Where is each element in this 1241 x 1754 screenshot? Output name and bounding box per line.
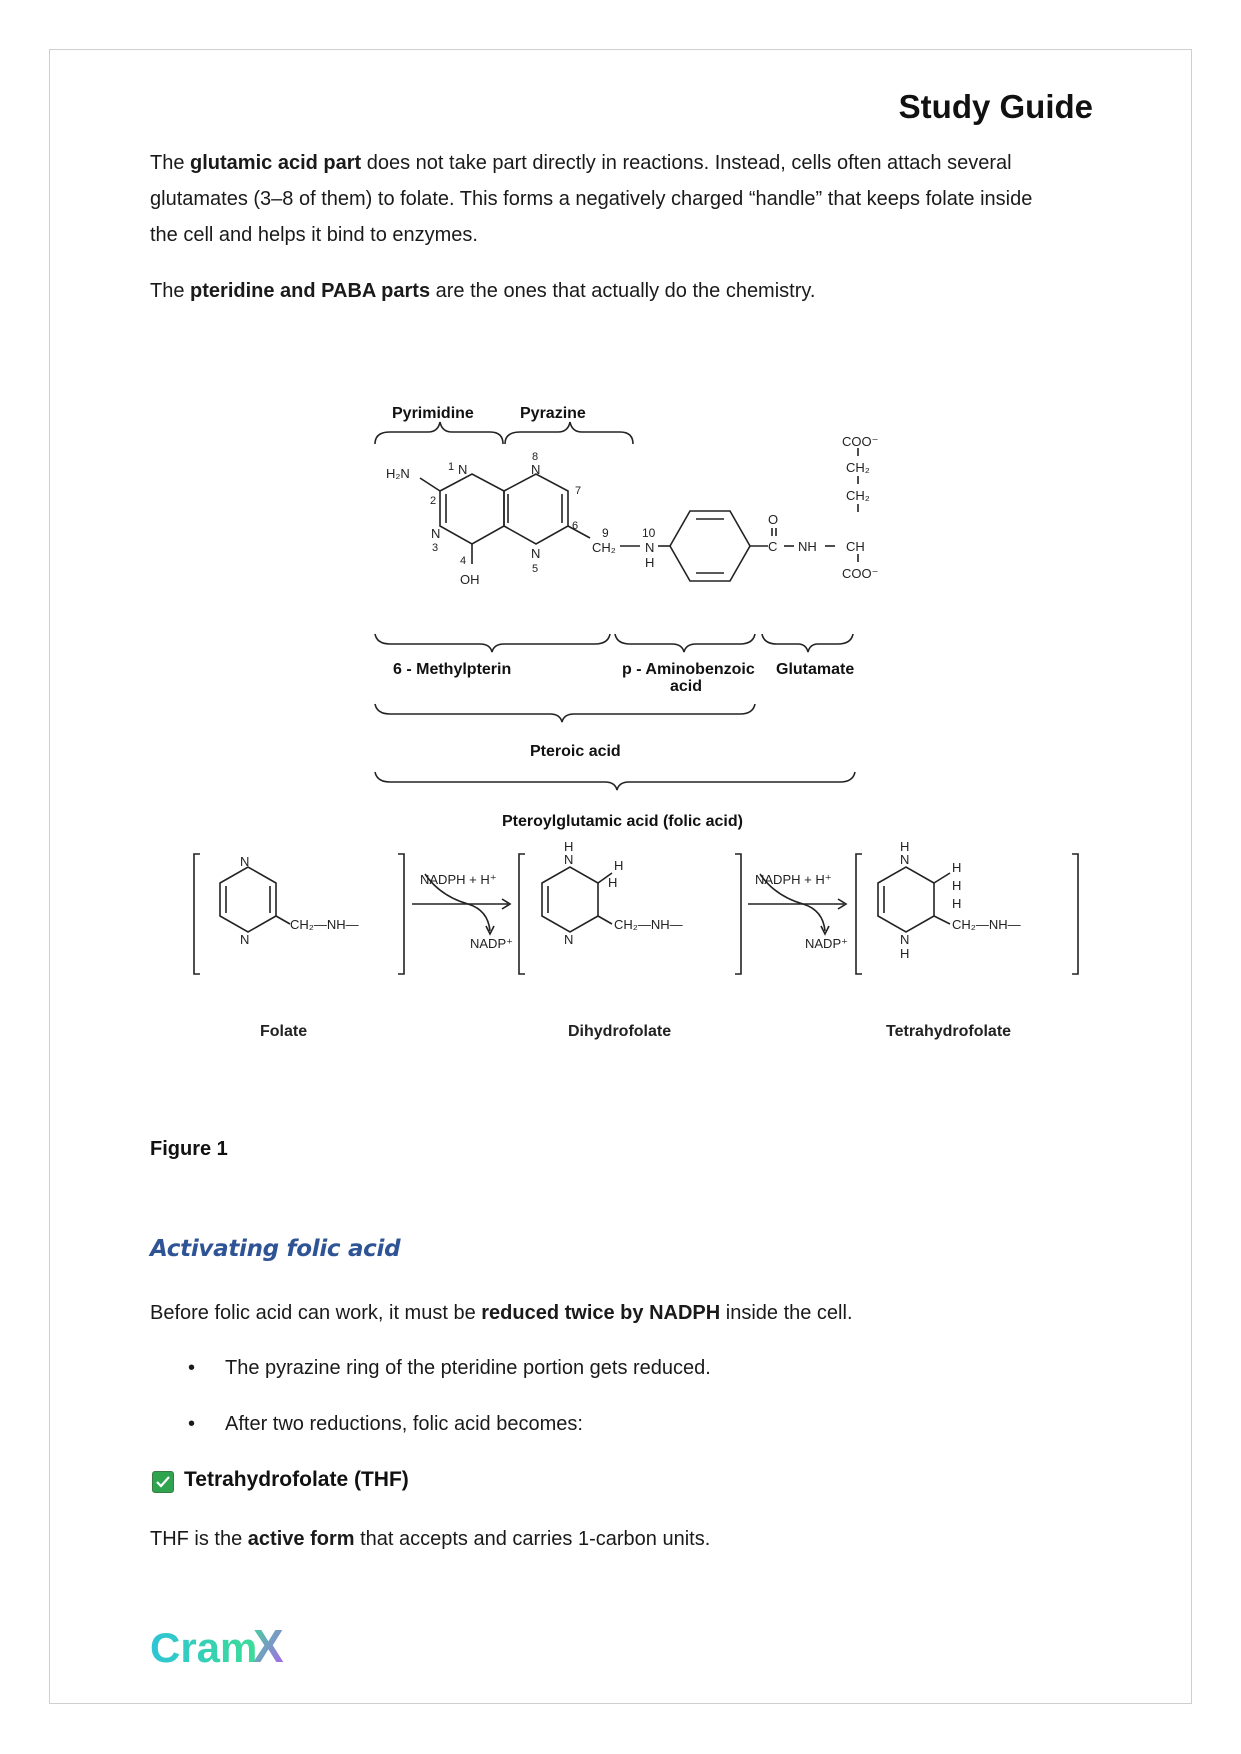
paba-brace (615, 634, 755, 652)
n5-label: N (531, 546, 541, 561)
methylpterin-brace (375, 634, 610, 652)
dhf-n-bottom: N (564, 932, 574, 947)
pos6-label: 6 (572, 520, 579, 532)
folic-acid-figure (190, 386, 1080, 1106)
pos5-label: 5 (532, 563, 539, 575)
bold-text: pteridine and PABA parts (190, 280, 431, 302)
bold-text: glutamic acid part (190, 152, 362, 174)
dihydrofolate-label: Dihydrofolate (568, 1023, 672, 1040)
nadph-1-label: NADPH + H⁺ (420, 872, 497, 887)
thf-heading: Tetrahydrofolate (THF) (184, 1468, 409, 1491)
dhf-h-a: H (614, 858, 624, 873)
ch2-a-label: CH₂ (846, 460, 870, 475)
dhf-n-top: N (564, 852, 574, 867)
figure-caption: Figure 1 (150, 1138, 228, 1160)
carbonyl-c-label: C (768, 539, 778, 554)
bullet-item: The pyrazine ring of the pteridine portion gets reduced. (225, 1357, 711, 1379)
dihydrofolate-ring (542, 867, 598, 932)
text: The (150, 152, 191, 174)
pos2-label: 2 (430, 495, 437, 507)
dhf-h-b: H (608, 875, 618, 890)
coo-top-label: COO⁻ (842, 434, 879, 449)
pyrimidine-ring (440, 474, 504, 544)
pos4-label: 4 (460, 555, 467, 567)
dhf-h-top: H (564, 839, 574, 854)
carbonyl-o-label: O (768, 512, 779, 527)
section-heading: Activating folic acid (150, 1236, 401, 1262)
text: Before folic acid can work, it must be (150, 1302, 482, 1324)
thf-n-bottom: N (900, 932, 910, 947)
amine-h-label: H (645, 555, 655, 570)
tetrahydrofolate-label: Tetrahydrofolate (886, 1023, 1012, 1040)
paba-label-line2: acid (670, 678, 703, 695)
thf-h-bottom: H (900, 946, 910, 961)
pos10-label: 10 (642, 526, 656, 540)
pyrimidine-brace (375, 422, 503, 444)
text: The (150, 280, 191, 302)
pteroylglutamic-brace (375, 772, 855, 790)
pteroic-label: Pteroic acid (530, 743, 621, 760)
text: are the ones that actually do the chemistry. (430, 280, 816, 302)
coo-bottom-label: COO⁻ (842, 566, 879, 581)
amide-nh-label: NH (798, 539, 817, 554)
nadp-1-label: NADP⁺ (470, 936, 513, 951)
nadph-2-label: NADPH + H⁺ (755, 872, 832, 887)
thf-h-top: H (900, 839, 910, 854)
folate-label: Folate (260, 1023, 308, 1040)
glutamate-label: Glutamate (776, 661, 855, 678)
thf-n-top: N (900, 852, 910, 867)
text: THF is the (150, 1528, 248, 1550)
ch2-label: CH₂ (592, 540, 616, 555)
pyrimidine-label: Pyrimidine (392, 405, 474, 422)
bold-text: reduced twice by NADPH (481, 1302, 721, 1324)
h2n-label: H₂N (386, 466, 410, 481)
text: glutamates (3–8 of them) to folate. This forms a negatively charged “handle” that keeps folate inside (150, 188, 1033, 210)
n8-label: N (531, 462, 541, 477)
thf-tail: CH₂—NH— (952, 917, 1021, 932)
pos8-label: 8 (532, 451, 539, 463)
tetrahydrofolate-ring (878, 867, 934, 932)
activation-paragraph (150, 1295, 1090, 1331)
checkmark-icon (152, 1471, 174, 1493)
pos3-label: 3 (432, 542, 439, 554)
thf-h-c: H (952, 896, 962, 911)
pos7-label: 7 (575, 485, 582, 497)
thf-paragraph (150, 1521, 1090, 1557)
alpha-ch-label: CH (846, 539, 865, 554)
text: that accepts and carries 1-carbon units. (354, 1528, 711, 1550)
folate-n-bottom: N (240, 932, 250, 947)
n3-label: N (431, 526, 441, 541)
folate-n-top: N (240, 854, 250, 869)
oh-label: OH (460, 572, 480, 587)
logo-text: Cram (150, 1624, 258, 1671)
intro-paragraph (150, 145, 1090, 253)
glutamate-brace (762, 634, 853, 652)
pyrazine-label: Pyrazine (520, 405, 586, 422)
benzene-ring (670, 511, 750, 581)
thf-h-a: H (952, 860, 962, 875)
methylpterin-label: 6 - Methylpterin (393, 661, 512, 678)
chemistry-paragraph (150, 273, 1090, 309)
dhf-tail: CH₂—NH— (614, 917, 683, 932)
reaction-scheme (194, 854, 1078, 974)
bullet-marker: • (188, 1357, 196, 1379)
pyrazine-brace (505, 422, 633, 444)
text: the cell and helps it bind to enzymes. (150, 224, 478, 246)
folate-ring (220, 867, 276, 932)
thf-h-b: H (952, 878, 962, 893)
pteroylglutamic-label: Pteroylglutamic acid (folic acid) (502, 813, 743, 830)
text: does not take part directly in reactions. Instead, cells often attach several (361, 152, 1012, 174)
n1-label: N (458, 462, 468, 477)
pteroic-brace (375, 704, 755, 722)
text: inside the cell. (720, 1302, 853, 1324)
bullet-marker: • (188, 1413, 196, 1435)
amine-n-label: N (645, 540, 655, 555)
folate-tail: CH₂—NH— (290, 917, 359, 932)
cramx-logo (150, 1622, 300, 1672)
pos1-label: 1 (448, 461, 455, 473)
bold-text: active form (247, 1528, 355, 1550)
paba-label: p - Aminobenzoic (622, 661, 755, 678)
pyrazine-ring (504, 474, 568, 544)
page-title: Study Guide (898, 88, 1093, 125)
logo-x: X (253, 1622, 284, 1672)
bullet-item: After two reductions, folic acid becomes: (225, 1413, 583, 1435)
pos9-label: 9 (602, 526, 609, 540)
ch2-b-label: CH₂ (846, 488, 870, 503)
nadp-2-label: NADP⁺ (805, 936, 848, 951)
